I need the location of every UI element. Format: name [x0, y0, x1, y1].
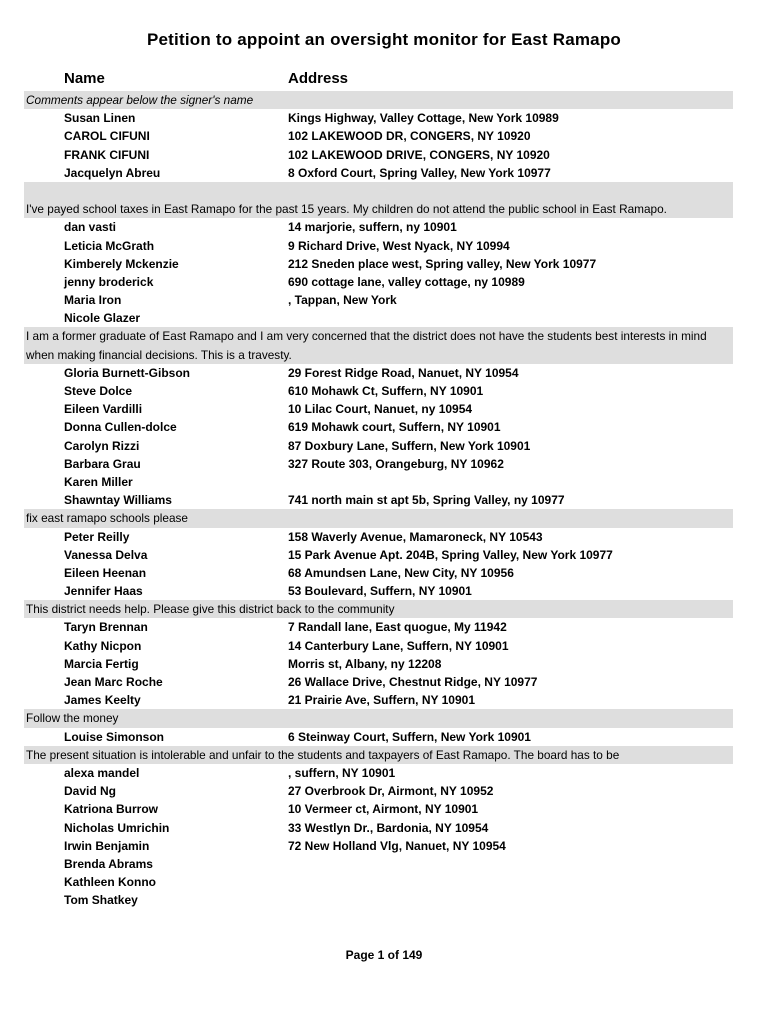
signer-name: Peter Reilly [64, 529, 130, 544]
signer-row [24, 673, 733, 691]
signer-name: Gloria Burnett-Gibson [64, 365, 190, 380]
signer-address: 68 Amundsen Lane, New City, NY 10956 [288, 565, 514, 580]
signer-row [24, 218, 733, 236]
signer-name: Eileen Vardilli [64, 402, 143, 417]
signer-name: Kathleen Konno [64, 875, 156, 890]
signer-address: , Tappan, New York [288, 293, 397, 308]
signer-name: Nicholas Umrichin [64, 820, 170, 835]
comment-text: I've payed school taxes in East Ramapo for the past 15 years. My children do not attend the public school in East Ramapo. [26, 202, 667, 217]
signer-row [24, 618, 733, 636]
signer-address: 14 Canterbury Lane, Suffern, NY 10901 [288, 638, 509, 653]
signer-row [24, 418, 733, 436]
signer-address: Kings Highway, Valley Cottage, New York 10989 [288, 111, 559, 126]
signer-name: Maria Iron [64, 293, 122, 308]
signer-row [24, 528, 733, 546]
comment-row [24, 91, 733, 109]
comment-text: I am a former graduate of East Ramapo and I am very concerned that the district does not have the students best interests in mind when making financial decisions. This is a travesty. [26, 329, 707, 362]
signer-address: 8 Oxford Court, Spring Valley, New York 10977 [288, 165, 551, 180]
signer-address: Morris st, Albany, ny 12208 [288, 656, 442, 671]
signer-name: Shawntay Williams [64, 493, 172, 508]
signer-address: 26 Wallace Drive, Chestnut Ridge, NY 10977 [288, 675, 538, 690]
comment-row [24, 600, 733, 618]
signer-row [24, 873, 733, 891]
signer-row [24, 891, 733, 909]
signer-name: Kimberely Mckenzie [64, 256, 179, 271]
signer-name: Leticia McGrath [64, 238, 155, 253]
signer-list [24, 91, 733, 909]
signer-address: 15 Park Avenue Apt. 204B, Spring Valley, New York 10977 [288, 547, 613, 562]
signer-name: David Ng [64, 784, 117, 799]
signer-row [24, 637, 733, 655]
signer-address: 741 north main st apt 5b, Spring Valley, ny 10977 [288, 493, 565, 508]
signer-name: CAROL CIFUNI [64, 129, 150, 144]
signer-row [24, 800, 733, 818]
signer-address: 102 LAKEWOOD DRIVE, CONGERS, NY 10920 [288, 147, 550, 162]
signer-row [24, 146, 733, 164]
signer-name: Donna Cullen-dolce [64, 420, 177, 435]
signer-address: 212 Sneden place west, Spring valley, New York 10977 [288, 256, 597, 271]
signer-row [24, 546, 733, 564]
signer-row [24, 455, 733, 473]
comment-row [24, 509, 733, 527]
signer-name: FRANK CIFUNI [64, 147, 150, 162]
signer-address: 87 Doxbury Lane, Suffern, New York 10901 [288, 438, 531, 453]
signer-row [24, 164, 733, 182]
comment-row [24, 709, 733, 727]
comment-text: fix east ramapo schools please [26, 511, 188, 526]
signer-row [24, 382, 733, 400]
signer-name: Brenda Abrams [64, 856, 153, 871]
signer-row [24, 127, 733, 145]
signer-row [24, 255, 733, 273]
signer-row [24, 582, 733, 600]
signer-name: Steve Dolce [64, 384, 133, 399]
signer-row [24, 855, 733, 873]
signer-name: Louise Simonson [64, 729, 165, 744]
comment-row [24, 746, 733, 764]
signer-address: 10 Vermeer ct, Airmont, NY 10901 [288, 802, 479, 817]
signer-row [24, 491, 733, 509]
comment-text: Follow the money [26, 711, 119, 726]
page-title: Petition to appoint an oversight monitor for East Ramapo [146, 30, 621, 49]
signer-address: 21 Prairie Ave, Suffern, NY 10901 [288, 693, 475, 708]
signer-address: 27 Overbrook Dr, Airmont, NY 10952 [288, 784, 494, 799]
signer-row [24, 273, 733, 291]
signer-address: 7 Randall lane, East quogue, My 11942 [288, 620, 507, 635]
signer-name: Eileen Heenan [64, 565, 147, 580]
signer-name: Nicole Glazer [64, 311, 141, 326]
signer-row [24, 691, 733, 709]
address-column-header: Address [288, 70, 349, 87]
signer-row [24, 364, 733, 382]
signer-address: 72 New Holland Vlg, Nanuet, NY 10954 [288, 838, 506, 853]
comment-text: This district needs help. Please give this district back to the community [26, 602, 395, 617]
signer-row [24, 309, 733, 327]
signer-name: jenny broderick [64, 274, 154, 289]
signer-address: 610 Mohawk Ct, Suffern, NY 10901 [288, 384, 484, 399]
signer-row [24, 655, 733, 673]
signer-row [24, 437, 733, 455]
signer-name: Irwin Benjamin [64, 838, 150, 853]
signer-address: 690 cottage lane, valley cottage, ny 10989 [288, 274, 525, 289]
signer-row [24, 400, 733, 418]
signer-name: Tom Shatkey [64, 893, 138, 908]
signer-name: dan vasti [64, 220, 117, 235]
signer-name: Carolyn Rizzi [64, 438, 140, 453]
signer-row [24, 237, 733, 255]
signer-address: 158 Waverly Avenue, Mamaroneck, NY 10543 [288, 529, 543, 544]
signer-address: 29 Forest Ridge Road, Nanuet, NY 10954 [288, 365, 519, 380]
comment-row [24, 327, 733, 363]
signer-address: 33 Westlyn Dr., Bardonia, NY 10954 [288, 820, 489, 835]
signer-row [24, 728, 733, 746]
signer-address: 102 LAKEWOOD DR, CONGERS, NY 10920 [288, 129, 531, 144]
signer-name: Jean Marc Roche [64, 675, 163, 690]
page-number: Page 1 of 149 [345, 948, 423, 962]
signer-name: Susan Linen [64, 111, 136, 126]
signer-name: Vanessa Delva [64, 547, 148, 562]
signer-row [24, 109, 733, 127]
signer-address: 619 Mohawk court, Suffern, NY 10901 [288, 420, 501, 435]
name-column-header: Name [64, 70, 105, 87]
signer-name: Taryn Brennan [64, 620, 148, 635]
signer-row [24, 764, 733, 782]
signer-address: 6 Steinway Court, Suffern, New York 10901 [288, 729, 531, 744]
signer-name: Jacquelyn Abreu [64, 165, 161, 180]
signer-address: , suffern, NY 10901 [288, 765, 396, 780]
signer-name: Marcia Fertig [64, 656, 139, 671]
signer-address: 53 Boulevard, Suffern, NY 10901 [288, 584, 472, 599]
signer-row [24, 819, 733, 837]
signer-name: Barbara Grau [64, 456, 141, 471]
comment-row [24, 182, 733, 218]
signer-name: Kathy Nicpon [64, 638, 142, 653]
signer-row [24, 564, 733, 582]
signer-address: 10 Lilac Court, Nanuet, ny 10954 [288, 402, 473, 417]
signer-row [24, 473, 733, 491]
comment-text: Comments appear below the signer's name [26, 93, 254, 107]
signer-name: alexa mandel [64, 765, 140, 780]
signer-row [24, 837, 733, 855]
signer-name: James Keelty [64, 693, 141, 708]
signer-address: 327 Route 303, Orangeburg, NY 10962 [288, 456, 504, 471]
comment-text: The present situation is intolerable and unfair to the students and taxpayers of East Ramapo. The board has to be [26, 747, 620, 762]
signer-name: Jennifer Haas [64, 584, 143, 599]
signer-name: Katriona Burrow [64, 802, 159, 817]
signer-address: 9 Richard Drive, West Nyack, NY 10994 [288, 238, 510, 253]
signer-row [24, 291, 733, 309]
signer-row [24, 782, 733, 800]
signer-address: 14 marjorie, suffern, ny 10901 [288, 220, 457, 235]
signer-name: Karen Miller [64, 474, 133, 489]
